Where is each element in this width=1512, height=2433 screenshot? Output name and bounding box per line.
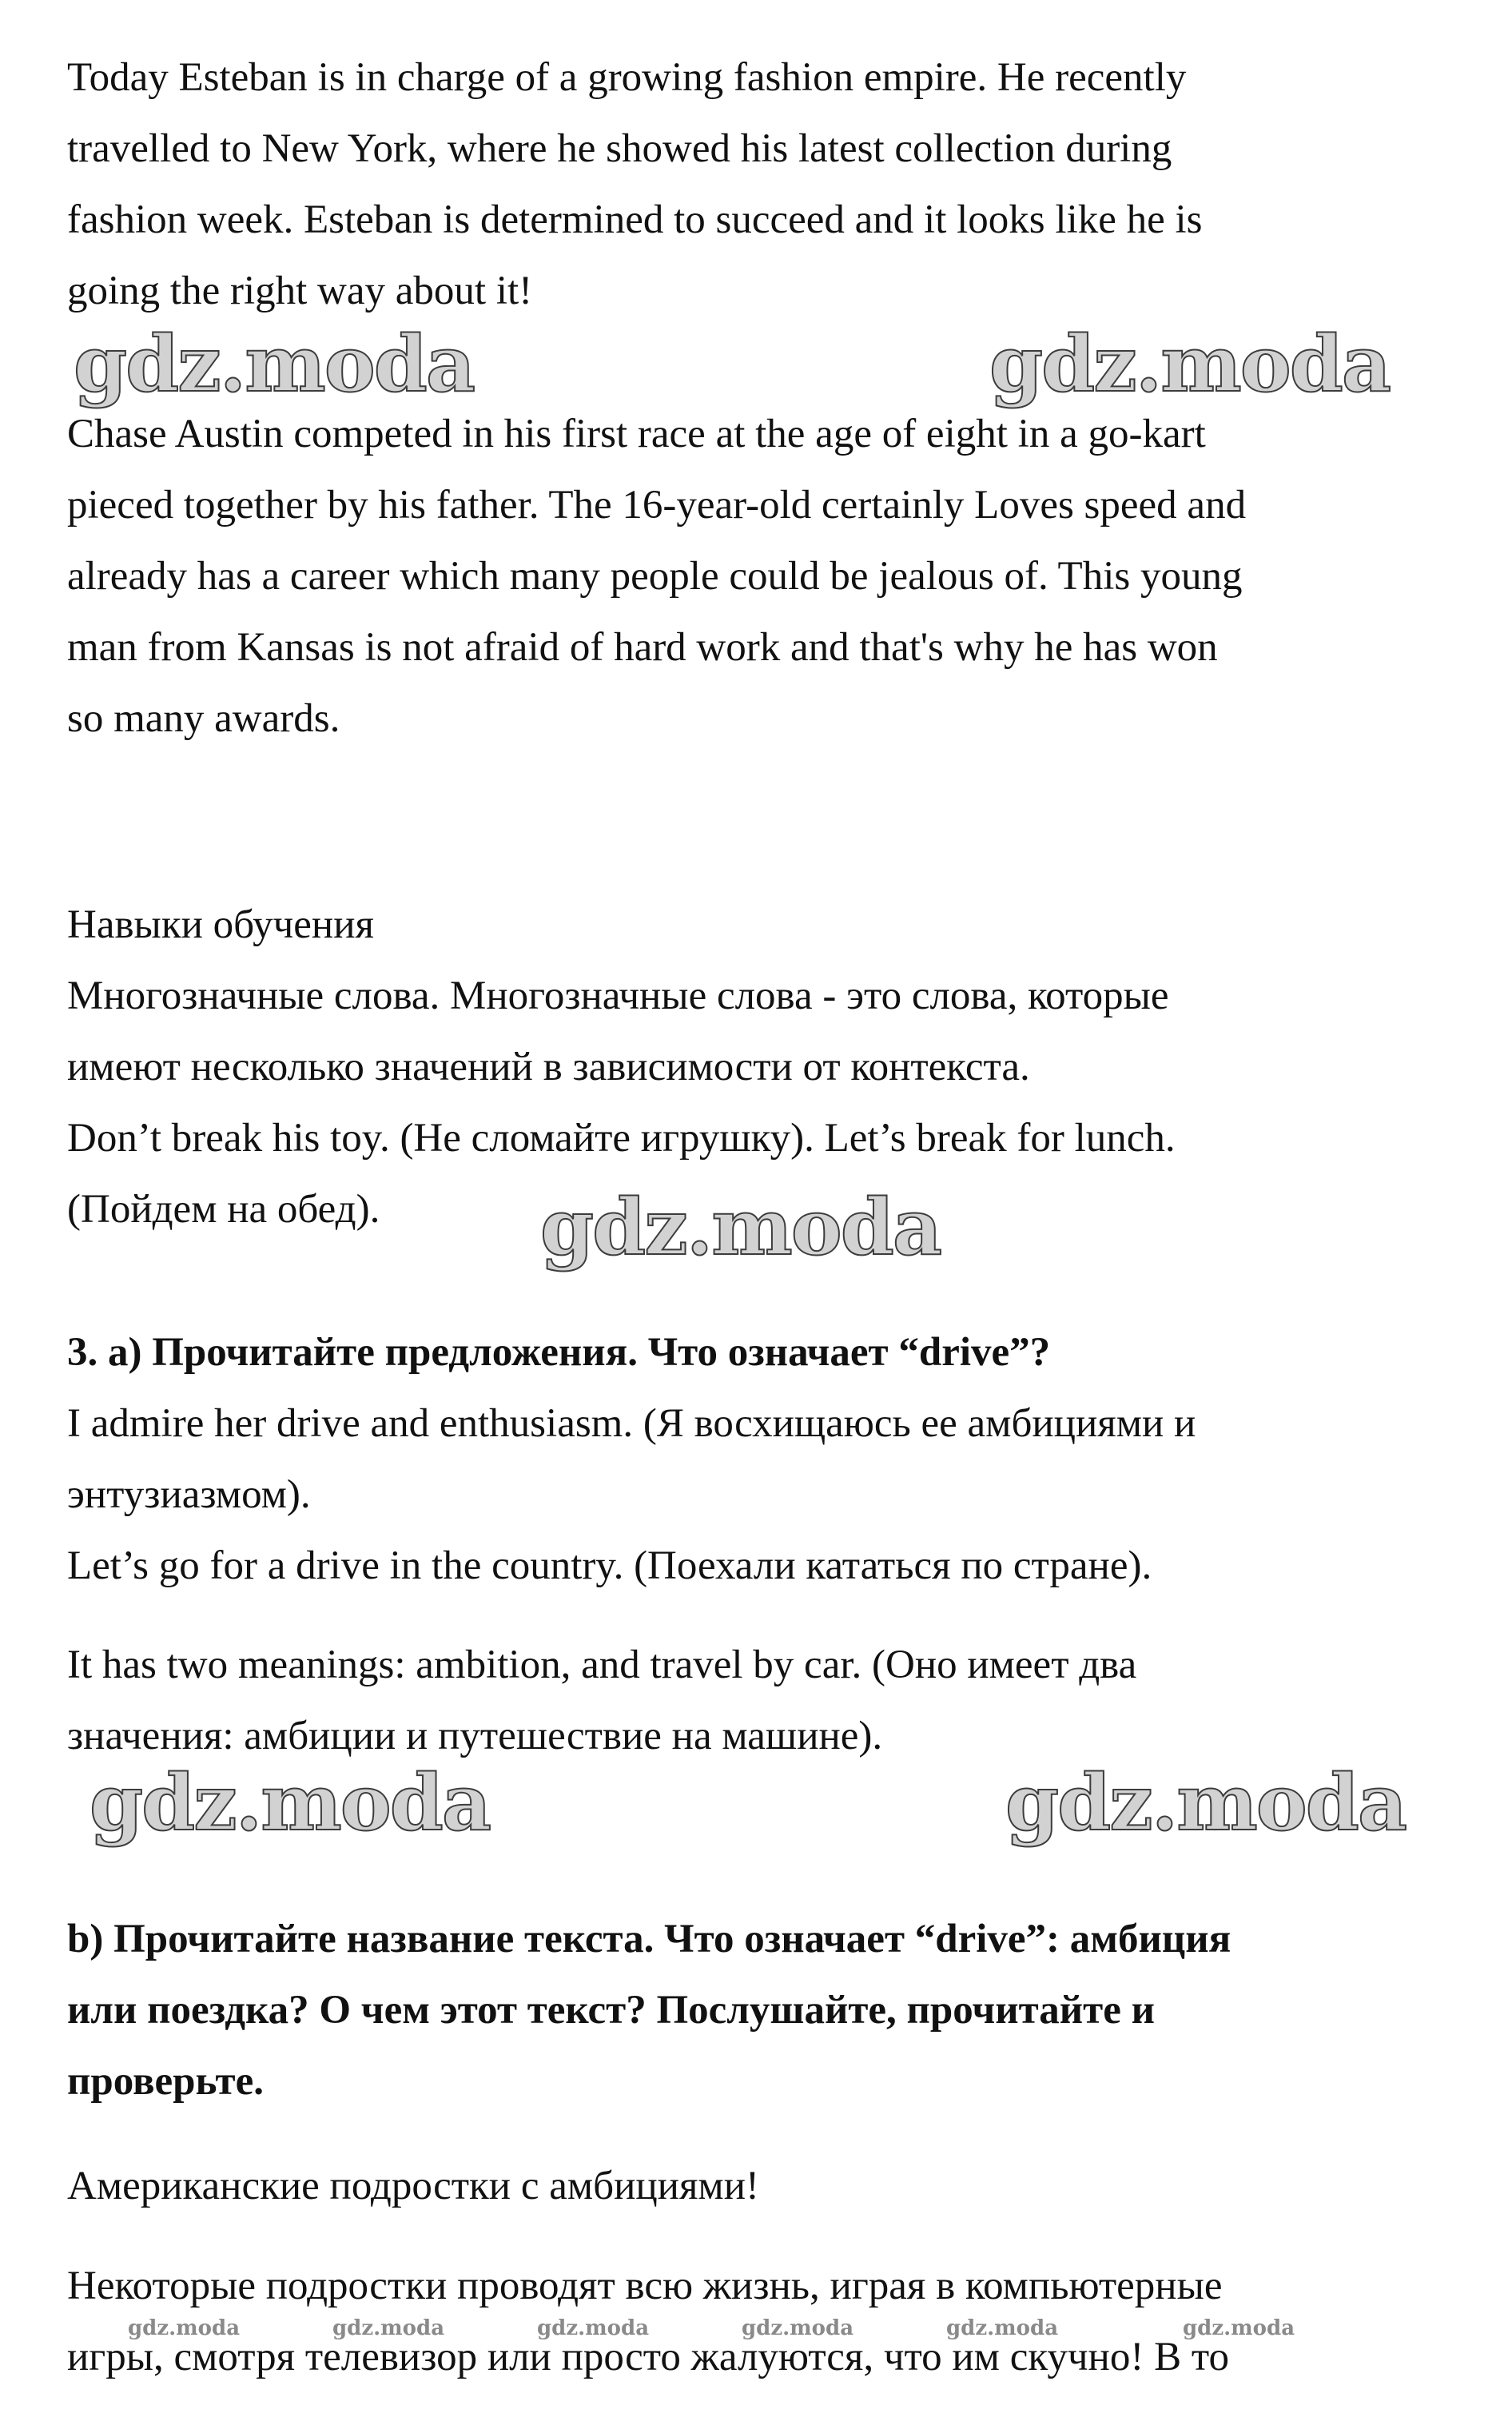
task-3a-answer-line-2: значения: амбиции и путешествие на машине). bbox=[67, 1714, 883, 1758]
chase-line-5: so many awards. bbox=[67, 696, 340, 741]
task-3a-example-1: I admire her drive and enthusiasm. (Я восхищаюсь ее амбициями и bbox=[67, 1401, 1196, 1446]
text-title-translation: Американские подростки с амбициями! bbox=[67, 2164, 759, 2208]
task-3b-heading-line-1: b) Прочитайте название текста. Что означает “drive”: амбиция bbox=[67, 1917, 1231, 1961]
task-3b-heading-line-2: или поездка? О чем этот текст? Послушайте, прочитайте и bbox=[67, 1988, 1155, 2033]
study-skills-line-1: Многозначные слова. Многозначные слова - это слова, которые bbox=[67, 974, 1169, 1018]
chase-line-4: man from Kansas is not afraid of hard work and that's why he has won bbox=[67, 625, 1218, 670]
final-line-1: Некоторые подростки проводят всю жизнь, играя в компьютерные bbox=[67, 2264, 1223, 2308]
watermark-logo: gdz.moda bbox=[74, 319, 475, 409]
watermark-small: gdz.moda bbox=[128, 2316, 241, 2340]
chase-line-2: pieced together by his father. The 16-year-old certainly Loves speed and bbox=[67, 483, 1247, 528]
chase-line-3: already has a career which many people could be jealous of. This young bbox=[67, 554, 1243, 599]
task-3a-example-1-cont: энтузиазмом). bbox=[67, 1472, 311, 1517]
study-skills-title: Навыки обучения bbox=[67, 902, 374, 947]
chase-line-1: Chase Austin competed in his first race at the age of eight in a go-kart bbox=[67, 412, 1206, 456]
final-line-2: игры, смотря телевизор или просто жалуются, что им скучно! В то bbox=[67, 2335, 1229, 2379]
task-3b-heading-line-3: проверьте. bbox=[67, 2059, 264, 2104]
watermark-logo: gdz.moda bbox=[540, 1182, 941, 1272]
watermark-logo: gdz.moda bbox=[90, 1758, 491, 1848]
study-skills-line-3: Don’t break his toy. (Не сломайте игрушку). Let’s break for lunch. bbox=[67, 1116, 1176, 1161]
study-skills-line-4: (Пойдем на обед). bbox=[67, 1187, 380, 1232]
task-3a-heading: 3. a) Прочитайте предложения. Что означает “drive”? bbox=[67, 1330, 1051, 1375]
esteban-line-3: fashion week. Esteban is determined to succeed and it looks like he is bbox=[67, 197, 1203, 242]
watermark-small: gdz.moda bbox=[537, 2316, 650, 2340]
esteban-line-4: going the right way about it! bbox=[67, 269, 533, 313]
esteban-line-2: travelled to New York, where he showed his latest collection during bbox=[67, 126, 1172, 171]
task-3a-example-2: Let’s go for a drive in the country. (Поехали кататься по стране). bbox=[67, 1543, 1152, 1588]
watermark-small: gdz.moda bbox=[742, 2316, 854, 2340]
esteban-line-1: Today Esteban is in charge of a growing fashion empire. He recently bbox=[67, 55, 1187, 100]
study-skills-line-2: имеют несколько значений в зависимости от контекста. bbox=[67, 1045, 1030, 1089]
watermark-logo: gdz.moda bbox=[989, 319, 1391, 409]
watermark-small: gdz.moda bbox=[332, 2316, 445, 2340]
task-3a-answer-line-1: It has two meanings: ambition, and travel by car. (Оно имеет два bbox=[67, 1643, 1137, 1687]
watermark-small: gdz.moda bbox=[946, 2316, 1059, 2340]
watermark-logo: gdz.moda bbox=[1005, 1758, 1407, 1848]
watermark-small: gdz.moda bbox=[1183, 2316, 1295, 2340]
